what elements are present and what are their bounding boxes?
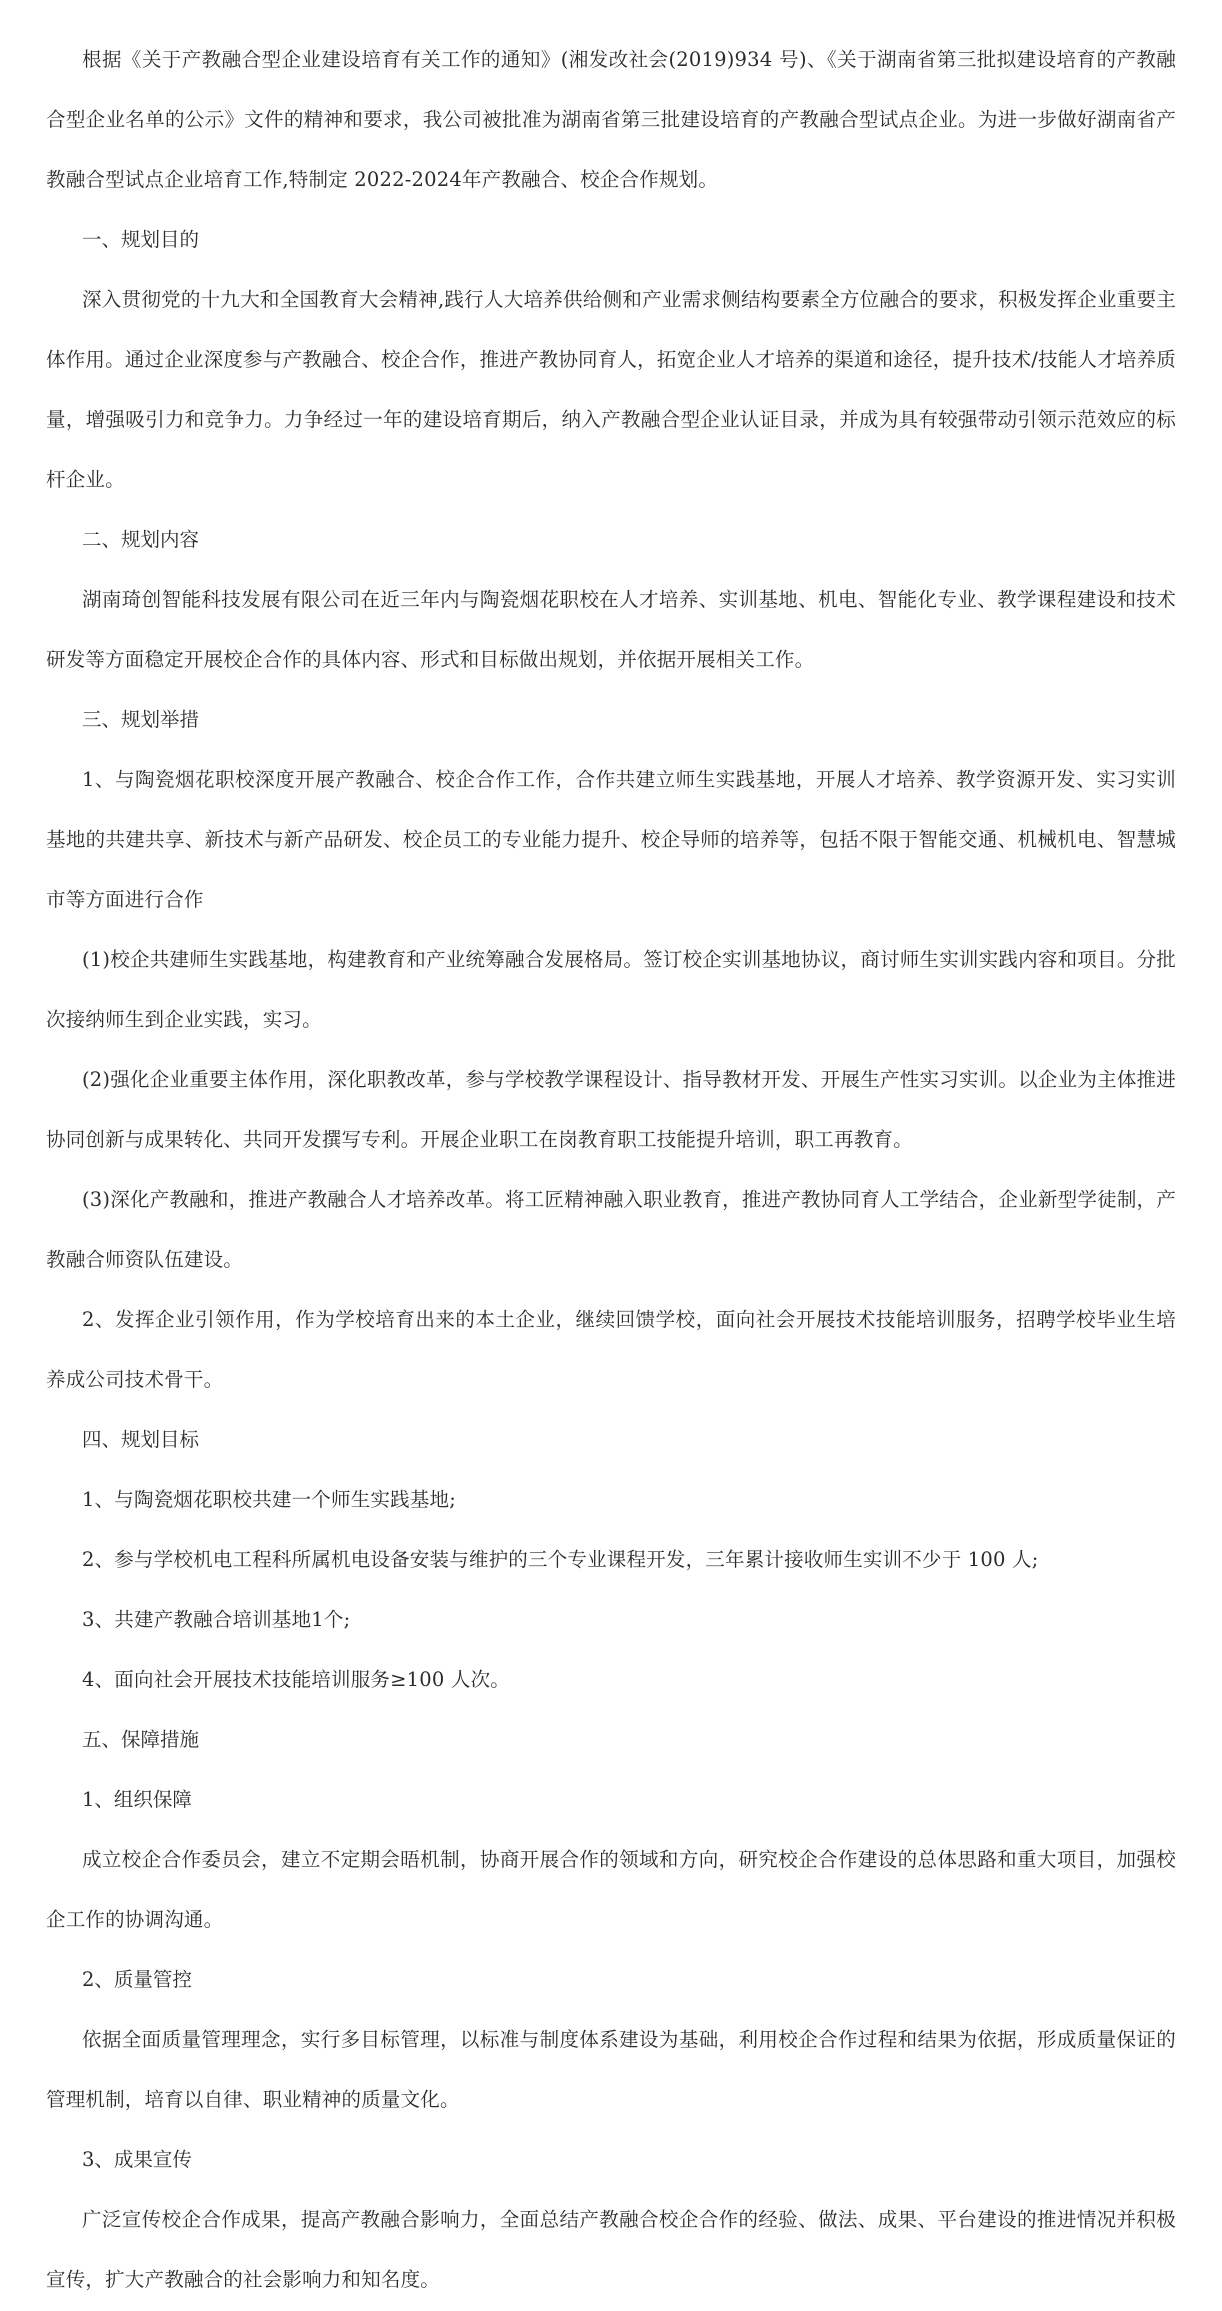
section-5-sub-1-heading: 1、组织保障 xyxy=(82,1788,192,1811)
section-5-sub-3-heading: 3、成果宣传 xyxy=(82,2148,192,2171)
section-3-heading: 三、规划举措 xyxy=(82,708,200,731)
section-2-body: 湖南琦创智能科技发展有限公司在近三年内与陶瓷烟花职校在人才培养、实训基地、机电、智能化专业、教学课程建设和技术研发等方面稳定开展校企合作的具体内容、形式和目标做出规划，并依据开展相关工作。 xyxy=(46,588,1176,671)
section-5-sub-2-body: 依据全面质量管理理念，实行多目标管理，以标准与制度体系建设为基础，利用校企合作过程和结果为依据，形成质量保证的管理机制，培育以自律、职业精神的质量文化。 xyxy=(46,2028,1176,2111)
section-5-sub-1-body: 成立校企合作委员会，建立不定期会晤机制，协商开展合作的领域和方向，研究校企合作建设的总体思路和重大项目，加强校企工作的协调沟通。 xyxy=(46,1848,1176,1931)
section-4-goal-3: 3、共建产教融合培训基地1个; xyxy=(82,1608,351,1631)
intro-paragraph: 根据《关于产教融合型企业建设培育有关工作的通知》(湘发改社会(2019)934 号)、《关于湖南省第三批拟建设培育的产教融合型企业名单的公示》文件的精神和要求，我公司被批准为湖南省第三批建设培育的产教融合型试点企业。为进一步做好湖南省产教融合型试点企业培育工作,特制定 2022-2024年产教融合、校企合作规划。 xyxy=(46,48,1176,191)
section-3-subitem-1: (1)校企共建师生实践基地，构建教育和产业统筹融合发展格局。签订校企实训基地协议，商讨师生实训实践内容和项目。分批次接纳师生到企业实践，实习。 xyxy=(46,948,1176,1031)
section-5-heading: 五、保障措施 xyxy=(82,1728,200,1751)
section-1-body: 深入贯彻党的十九大和全国教育大会精神,践行人大培养供给侧和产业需求侧结构要素全方位融合的要求，积极发挥企业重要主体作用。通过企业深度参与产教融合、校企合作，推进产教协同育人，拓宽企业人才培养的渠道和途径，提升技术/技能人才培养质量，增强吸引力和竞争力。力争经过一年的建设培育期后，纳入产教融合型企业认证目录，并成为具有较强带动引领示范效应的标杆企业。 xyxy=(46,288,1176,491)
section-3-subitem-2: (2)强化企业重要主体作用，深化职教改革，参与学校教学课程设计、指导教材开发、开展生产性实习实训。以企业为主体推进协同创新与成果转化、共同开发撰写专利。开展企业职工在岗教育职工技能提升培训，职工再教育。 xyxy=(46,1068,1176,1151)
section-3-item-1: 1、与陶瓷烟花职校深度开展产教融合、校企合作工作，合作共建立师生实践基地，开展人才培养、教学资源开发、实习实训基地的共建共享、新技术与新产品研发、校企员工的专业能力提升、校企导师的培养等，包括不限于智能交通、机械机电、智慧城市等方面进行合作 xyxy=(46,768,1176,911)
section-5-sub-3-body: 广泛宣传校企合作成果，提高产教融合影响力，全面总结产教融合校企合作的经验、做法、成果、平台建设的推进情况并积极宣传，扩大产教融合的社会影响力和知名度。 xyxy=(46,2208,1176,2291)
section-3-subitem-3: (3)深化产教融和，推进产教融合人才培养改革。将工匠精神融入职业教育，推进产教协同育人工学结合，企业新型学徒制，产教融合师资队伍建设。 xyxy=(46,1188,1176,1271)
section-1-heading: 一、规划目的 xyxy=(82,228,200,251)
section-4-goal-2: 2、参与学校机电工程科所属机电设备安装与维护的三个专业课程开发，三年累计接收师生实训不少于 100 人; xyxy=(82,1548,1039,1571)
section-3-item-2: 2、发挥企业引领作用，作为学校培育出来的本土企业，继续回馈学校，面向社会开展技术技能培训服务，招聘学校毕业生培养成公司技术骨干。 xyxy=(46,1308,1176,1391)
section-4-goal-4: 4、面向社会开展技术技能培训服务≥100 人次。 xyxy=(82,1668,510,1691)
section-4-goal-1: 1、与陶瓷烟花职校共建一个师生实践基地; xyxy=(82,1488,456,1511)
section-5-sub-2-heading: 2、质量管控 xyxy=(82,1968,192,1991)
section-4-heading: 四、规划目标 xyxy=(82,1428,200,1451)
section-2-heading: 二、规划内容 xyxy=(82,528,200,551)
